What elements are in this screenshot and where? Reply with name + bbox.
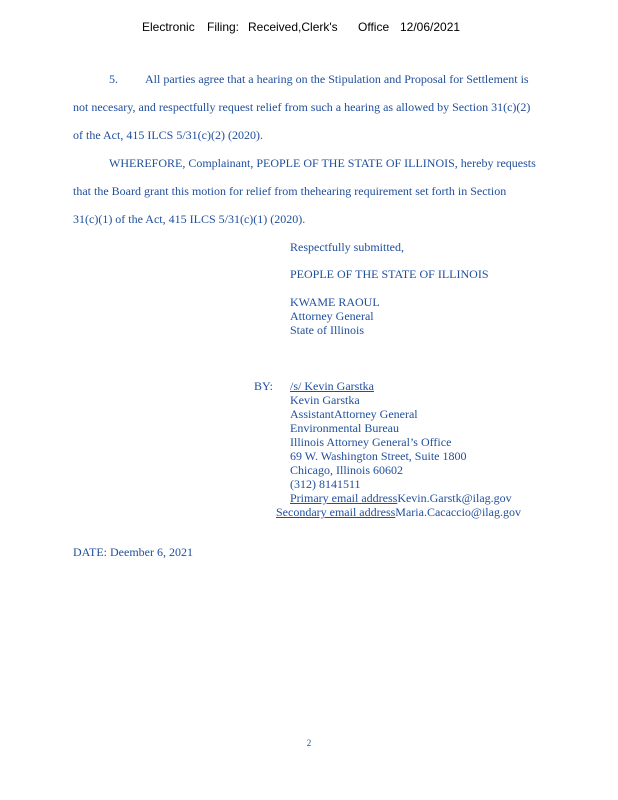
attorney-name: Kevin Garstka [290,393,360,407]
paragraph-line: 31(c)(1) of the Act, 415 ILCS 5/31(c)(1) (2020). [73,212,306,226]
primary-email-line [290,491,512,506]
header-filing: Filing: [207,20,240,34]
paragraph-line: of the Act, 415 ILCS 5/31(c)(2) (2020). [73,128,263,142]
office-name: Illinois Attorney General’s Office [290,435,452,449]
city-address: Chicago, Illinois 60602 [290,463,403,477]
date-line: DATE: Deember 6, 2021 [73,545,193,559]
party-name: PEOPLE OF THE STATE OF ILLINOIS [290,267,489,281]
respectfully-submitted: Respectfully submitted, [290,240,404,254]
by-label: BY: [254,379,273,393]
paragraph-number: 5. [109,72,118,86]
header-office: Office [358,20,390,34]
electronic-signature: /s/ Kevin Garstka [290,379,374,393]
paragraph-line: that the Board grant this motion for relief from thehearing requirement set forth in Section [73,184,507,198]
attorney-general-title: Attorney General [290,309,374,323]
page-number: 2 [306,738,312,748]
primary-email-link[interactable]: Kevin.Garstk@ilag.gov [397,491,512,505]
paragraph-line: All parties agree that a hearing on the Stipulation and Proposal for Settlement is [145,72,529,86]
attorney-general-name: KWAME RAOUL [290,295,380,309]
street-address: 69 W. Washington Street, Suite 1800 [290,449,467,463]
header-electronic: Electronic [142,20,195,34]
bureau-name: Environmental Bureau [290,421,399,435]
header-received: Received,Clerk's [248,20,338,34]
secondary-email-label: Secondary email address [276,505,396,519]
attorney-title: AssistantAttorney General [290,407,418,421]
phone-number: (312) 8141511 [290,477,361,491]
state-name: State of Illinois [290,323,364,337]
secondary-email-link[interactable]: Maria.Cacaccio@ilag.gov [395,505,521,519]
primary-email-label: Primary email address [290,491,398,505]
header-date: 12/06/2021 [400,20,461,34]
paragraph-line: not necesary, and respectfully request relief from such a hearing as allowed by Section 31(c)(2) [73,100,531,114]
secondary-email-line [276,505,521,520]
paragraph-line: WHEREFORE, Complainant, PEOPLE OF THE STATE OF ILLINOIS, hereby requests [109,156,536,170]
